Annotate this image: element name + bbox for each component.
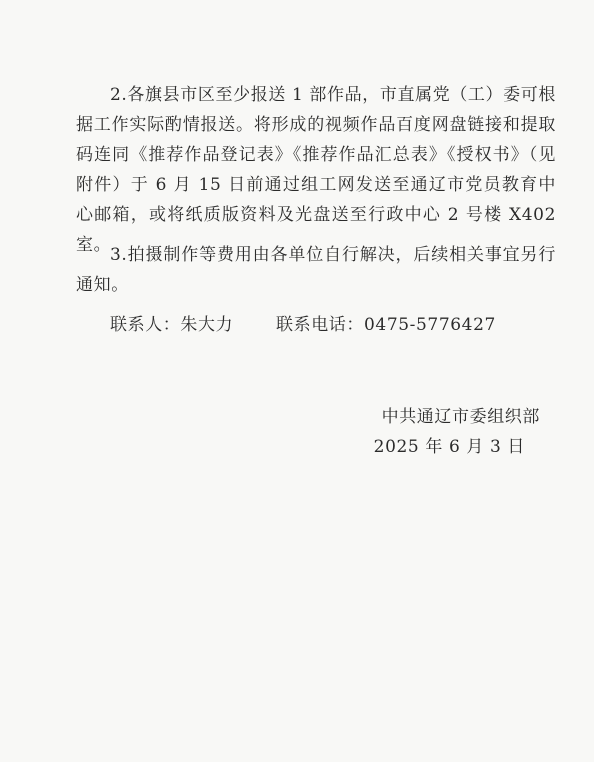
paragraph-submission-requirements: 2.各旗县市区至少报送 1 部作品，市直属党（工）委可根据工作实际酌情报送。将形成的视频作品百度网盘链接和提取码连同《推荐作品登记表》《推荐作品汇总表》《授权书》（见附件）于 6 月 15 日前通过组工网发送至通辽市党员教育中心邮箱，或将纸质版资料及光盘送至行政中心 2 号楼 X402 室。 <box>76 85 556 255</box>
contact-person: 联系人：朱大力 <box>110 315 234 335</box>
issue-date: 2025 年 6 月 3 日 <box>373 437 525 457</box>
issuing-organization: 中共通辽市委组织部 <box>381 407 540 427</box>
signoff-block <box>360 402 540 462</box>
contact-phone: 联系电话：0475-5776427 <box>276 315 496 335</box>
paragraph-cost-note: 3.拍摄制作等费用由各单位自行解决，后续相关事宜另行通知。 <box>76 245 556 295</box>
contact-line <box>110 310 550 340</box>
